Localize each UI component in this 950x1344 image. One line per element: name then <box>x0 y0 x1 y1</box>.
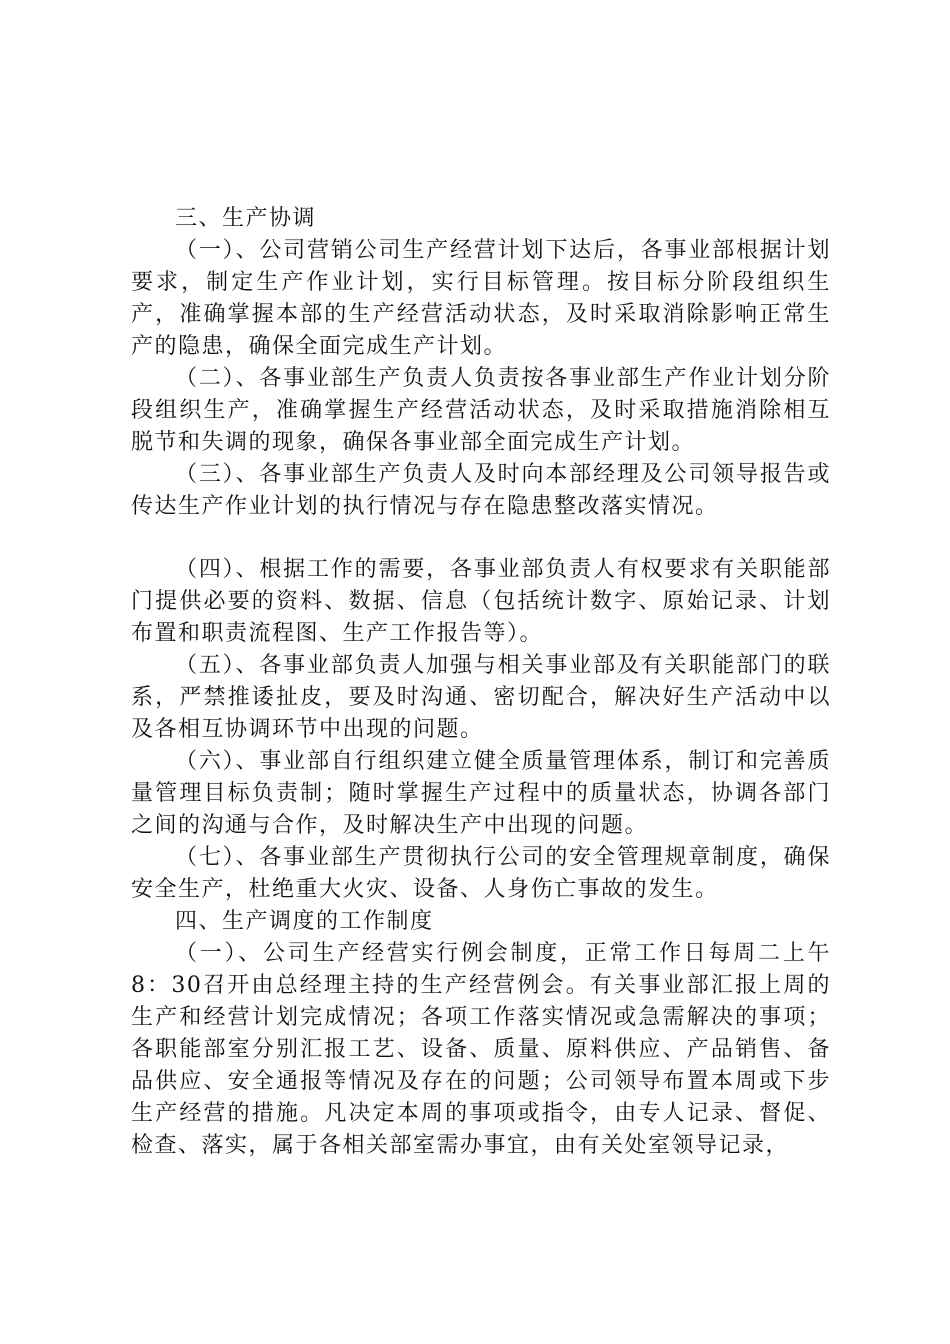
paragraph-3-5: （五）、各事业部负责人加强与相关事业部及有关职能部门的联系，严禁推诿扯皮，要及时沟通、密切配合，解决好生产活动中以及各相互协调环节中出现的问题。 <box>131 653 831 742</box>
paragraph-3-4: （四）、根据工作的需要，各事业部负责人有权要求有关职能部门提供必要的资料、数据、信息（包括统计数字、原始记录、计划布置和职责流程图、生产工作报告等）。 <box>131 557 831 646</box>
paragraph-3-3: （三）、各事业部生产负责人及时向本部经理及公司领导报告或传达生产作业计划的执行情况与存在隐患整改落实情况。 <box>131 462 831 519</box>
section-heading-dispatch-system: 四、生产调度的工作制度 <box>175 909 434 934</box>
paragraph-4-1: （一）、公司生产经营实行例会制度，正常工作日每周二上午8：30召开由总经理主持的生产经营例会。有关事业部汇报上周的生产和经营计划完成情况；各项工作落实情况或急需解决的事项；各职能部室分别汇报工艺、设备、质量、原料供应、产品销售、备品供应、安全通报等情况及存在的问题；公司领导布置本周或下步生产经营的措施。凡决定本周的事项或指令，由专人记录、督促、检查、落实，属于各相关部室需办事宜，由有关处室领导记录， <box>131 941 831 1158</box>
paragraph-3-7: （七）、各事业部生产贯彻执行公司的安全管理规章制度，确保安全生产，杜绝重大火灾、设备、人身伤亡事故的发生。 <box>131 845 831 902</box>
paragraph-3-1: （一）、公司营销公司生产经营计划下达后，各事业部根据计划要求，制定生产作业计划，实行目标管理。按目标分阶段组织生产，准确掌握本部的生产经营活动状态，及时采取消除影响正常生产的隐患，确保全面完成生产计划。 <box>131 238 831 359</box>
paragraph-3-2: （二）、各事业部生产负责人负责按各事业部生产作业计划分阶段组织生产，准确掌握生产经营活动状态，及时采取措施消除相互脱节和失调的现象，确保各事业部全面完成生产计划。 <box>131 366 831 455</box>
paragraph-3-6: （六）、事业部自行组织建立健全质量管理体系，制订和完善质量管理目标负责制；随时掌握生产过程中的质量状态，协调各部门之间的沟通与合作，及时解决生产中出现的问题。 <box>131 749 831 838</box>
section-heading-production-coordination: 三、生产协调 <box>175 206 317 231</box>
document-body <box>131 203 831 1162</box>
